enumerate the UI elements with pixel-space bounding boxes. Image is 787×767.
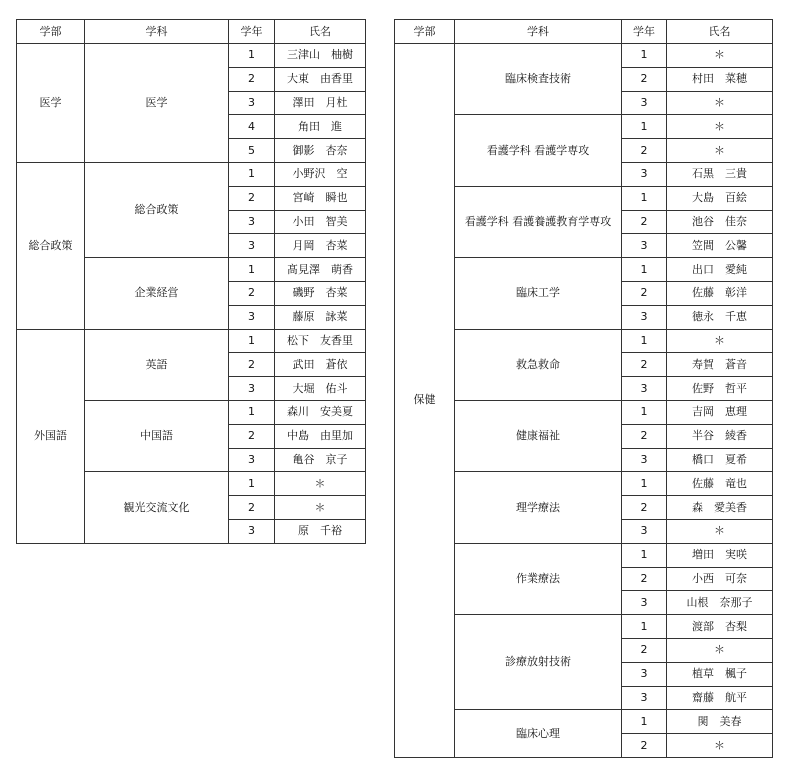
name-cell: ＊ — [667, 519, 773, 543]
name-cell: 吉岡 恵理 — [667, 400, 773, 424]
right-roster-table — [394, 19, 773, 758]
name-cell: 宮崎 瞬也 — [275, 186, 366, 210]
table-row — [17, 44, 366, 68]
year-cell: 3 — [622, 162, 667, 186]
year-cell: 3 — [622, 234, 667, 258]
department-cell: 企業経営 — [85, 258, 229, 329]
department-cell: 臨床工学 — [455, 258, 622, 329]
name-cell: 村田 菜穂 — [667, 67, 773, 91]
faculty-cell: 総合政策 — [17, 162, 85, 329]
year-cell: 1 — [622, 258, 667, 282]
header-name: 氏名 — [667, 20, 773, 44]
year-cell: 2 — [622, 281, 667, 305]
name-cell: 大東 由香里 — [275, 67, 366, 91]
name-cell: 池谷 佳奈 — [667, 210, 773, 234]
name-cell: 佐野 哲平 — [667, 377, 773, 401]
header-department: 学科 — [85, 20, 229, 44]
name-cell: 小田 智美 — [275, 210, 366, 234]
name-cell: 佐藤 彰洋 — [667, 281, 773, 305]
name-cell: 齋藤 航平 — [667, 686, 773, 710]
year-cell: 3 — [622, 686, 667, 710]
department-cell: 理学療法 — [455, 472, 622, 543]
year-cell: 3 — [622, 448, 667, 472]
department-cell: 中国語 — [85, 400, 229, 471]
year-cell: 1 — [622, 186, 667, 210]
name-cell: 小西 可奈 — [667, 567, 773, 591]
name-cell: 大堀 佑斗 — [275, 377, 366, 401]
year-cell: 3 — [229, 519, 275, 543]
name-cell: 半谷 綾香 — [667, 424, 773, 448]
header-row — [17, 20, 366, 44]
year-cell: 2 — [229, 496, 275, 520]
year-cell: 2 — [229, 281, 275, 305]
department-cell: 観光交流文化 — [85, 472, 229, 543]
name-cell: 御影 杏奈 — [275, 139, 366, 163]
name-cell: 石黒 三貴 — [667, 162, 773, 186]
year-cell: 2 — [622, 210, 667, 234]
name-cell: 武田 蒼依 — [275, 353, 366, 377]
name-cell: 橋口 夏希 — [667, 448, 773, 472]
department-cell: 看護学科 看護学専攻 — [455, 115, 622, 186]
year-cell: 1 — [622, 329, 667, 353]
year-cell: 1 — [622, 44, 667, 68]
header-faculty: 学部 — [395, 20, 455, 44]
year-cell: 3 — [229, 305, 275, 329]
name-cell: 笠間 公馨 — [667, 234, 773, 258]
department-cell: 健康福祉 — [455, 400, 622, 471]
name-cell: ＊ — [275, 496, 366, 520]
left-roster-table — [16, 19, 366, 544]
department-cell: 医学 — [85, 44, 229, 163]
year-cell: 3 — [229, 234, 275, 258]
header-department: 学科 — [455, 20, 622, 44]
name-cell: 森 愛美香 — [667, 496, 773, 520]
year-cell: 1 — [229, 400, 275, 424]
name-cell: 髙見澤 萌香 — [275, 258, 366, 282]
year-cell: 2 — [622, 67, 667, 91]
year-cell: 3 — [229, 448, 275, 472]
department-cell: 作業療法 — [455, 543, 622, 614]
department-cell: 英語 — [85, 329, 229, 400]
header-year: 学年 — [229, 20, 275, 44]
year-cell: 4 — [229, 115, 275, 139]
department-cell: 救急救命 — [455, 329, 622, 400]
year-cell: 2 — [229, 424, 275, 448]
name-cell: 佐藤 竜也 — [667, 472, 773, 496]
name-cell: ＊ — [275, 472, 366, 496]
name-cell: 山根 奈那子 — [667, 591, 773, 615]
year-cell: 3 — [622, 305, 667, 329]
year-cell: 1 — [229, 44, 275, 68]
name-cell: 亀谷 京子 — [275, 448, 366, 472]
name-cell: 徳永 千恵 — [667, 305, 773, 329]
header-row — [395, 20, 773, 44]
department-cell: 総合政策 — [85, 162, 229, 257]
department-cell: 臨床検査技術 — [455, 44, 622, 115]
name-cell: ＊ — [667, 91, 773, 115]
department-cell: 診療放射技術 — [455, 615, 622, 710]
year-cell: 2 — [622, 496, 667, 520]
name-cell: 寿賀 蒼音 — [667, 353, 773, 377]
table-row — [395, 44, 773, 68]
name-cell: 森川 安美夏 — [275, 400, 366, 424]
year-cell: 1 — [229, 472, 275, 496]
name-cell: 増田 実咲 — [667, 543, 773, 567]
name-cell: ＊ — [667, 44, 773, 68]
year-cell: 3 — [229, 91, 275, 115]
year-cell: 2 — [229, 186, 275, 210]
year-cell: 2 — [622, 353, 667, 377]
year-cell: 2 — [622, 567, 667, 591]
name-cell: 渡部 杏梨 — [667, 615, 773, 639]
header-year: 学年 — [622, 20, 667, 44]
department-cell: 臨床心理 — [455, 710, 622, 758]
name-cell: ＊ — [667, 734, 773, 758]
name-cell: 藤原 詠菜 — [275, 305, 366, 329]
right-table-body — [395, 44, 773, 758]
name-cell: 原 千裕 — [275, 519, 366, 543]
year-cell: 2 — [622, 424, 667, 448]
year-cell: 3 — [622, 519, 667, 543]
name-cell: 澤田 月杜 — [275, 91, 366, 115]
year-cell: 1 — [229, 162, 275, 186]
name-cell: ＊ — [667, 139, 773, 163]
year-cell: 1 — [229, 329, 275, 353]
faculty-cell: 保健 — [395, 44, 455, 758]
faculty-cell: 医学 — [17, 44, 85, 163]
name-cell: 三津山 柚樹 — [275, 44, 366, 68]
name-cell: 磯野 杏菜 — [275, 281, 366, 305]
name-cell: 中島 由里加 — [275, 424, 366, 448]
year-cell: 1 — [622, 615, 667, 639]
name-cell: 角田 進 — [275, 115, 366, 139]
name-cell: 関 美春 — [667, 710, 773, 734]
year-cell: 2 — [622, 734, 667, 758]
year-cell: 2 — [622, 638, 667, 662]
year-cell: 1 — [622, 472, 667, 496]
name-cell: 植草 楓子 — [667, 662, 773, 686]
year-cell: 3 — [229, 210, 275, 234]
name-cell: 出口 愛純 — [667, 258, 773, 282]
name-cell: ＊ — [667, 329, 773, 353]
year-cell: 3 — [622, 91, 667, 115]
table-row — [17, 162, 366, 186]
name-cell: 松下 友香里 — [275, 329, 366, 353]
year-cell: 3 — [622, 662, 667, 686]
year-cell: 1 — [622, 543, 667, 567]
faculty-cell: 外国語 — [17, 329, 85, 543]
name-cell: 小野沢 空 — [275, 162, 366, 186]
year-cell: 1 — [622, 400, 667, 424]
year-cell: 3 — [622, 591, 667, 615]
department-cell: 看護学科 看護養護教育学専攻 — [455, 186, 622, 257]
year-cell: 2 — [229, 353, 275, 377]
header-faculty: 学部 — [17, 20, 85, 44]
name-cell: 大島 百絵 — [667, 186, 773, 210]
header-name: 氏名 — [275, 20, 366, 44]
table-row — [17, 329, 366, 353]
year-cell: 2 — [622, 139, 667, 163]
year-cell: 1 — [229, 258, 275, 282]
year-cell: 1 — [622, 710, 667, 734]
name-cell: ＊ — [667, 638, 773, 662]
year-cell: 5 — [229, 139, 275, 163]
year-cell: 2 — [229, 67, 275, 91]
name-cell: 月岡 杏菜 — [275, 234, 366, 258]
name-cell: ＊ — [667, 115, 773, 139]
year-cell: 3 — [622, 377, 667, 401]
year-cell: 3 — [229, 377, 275, 401]
year-cell: 1 — [622, 115, 667, 139]
left-table-body — [17, 44, 366, 544]
